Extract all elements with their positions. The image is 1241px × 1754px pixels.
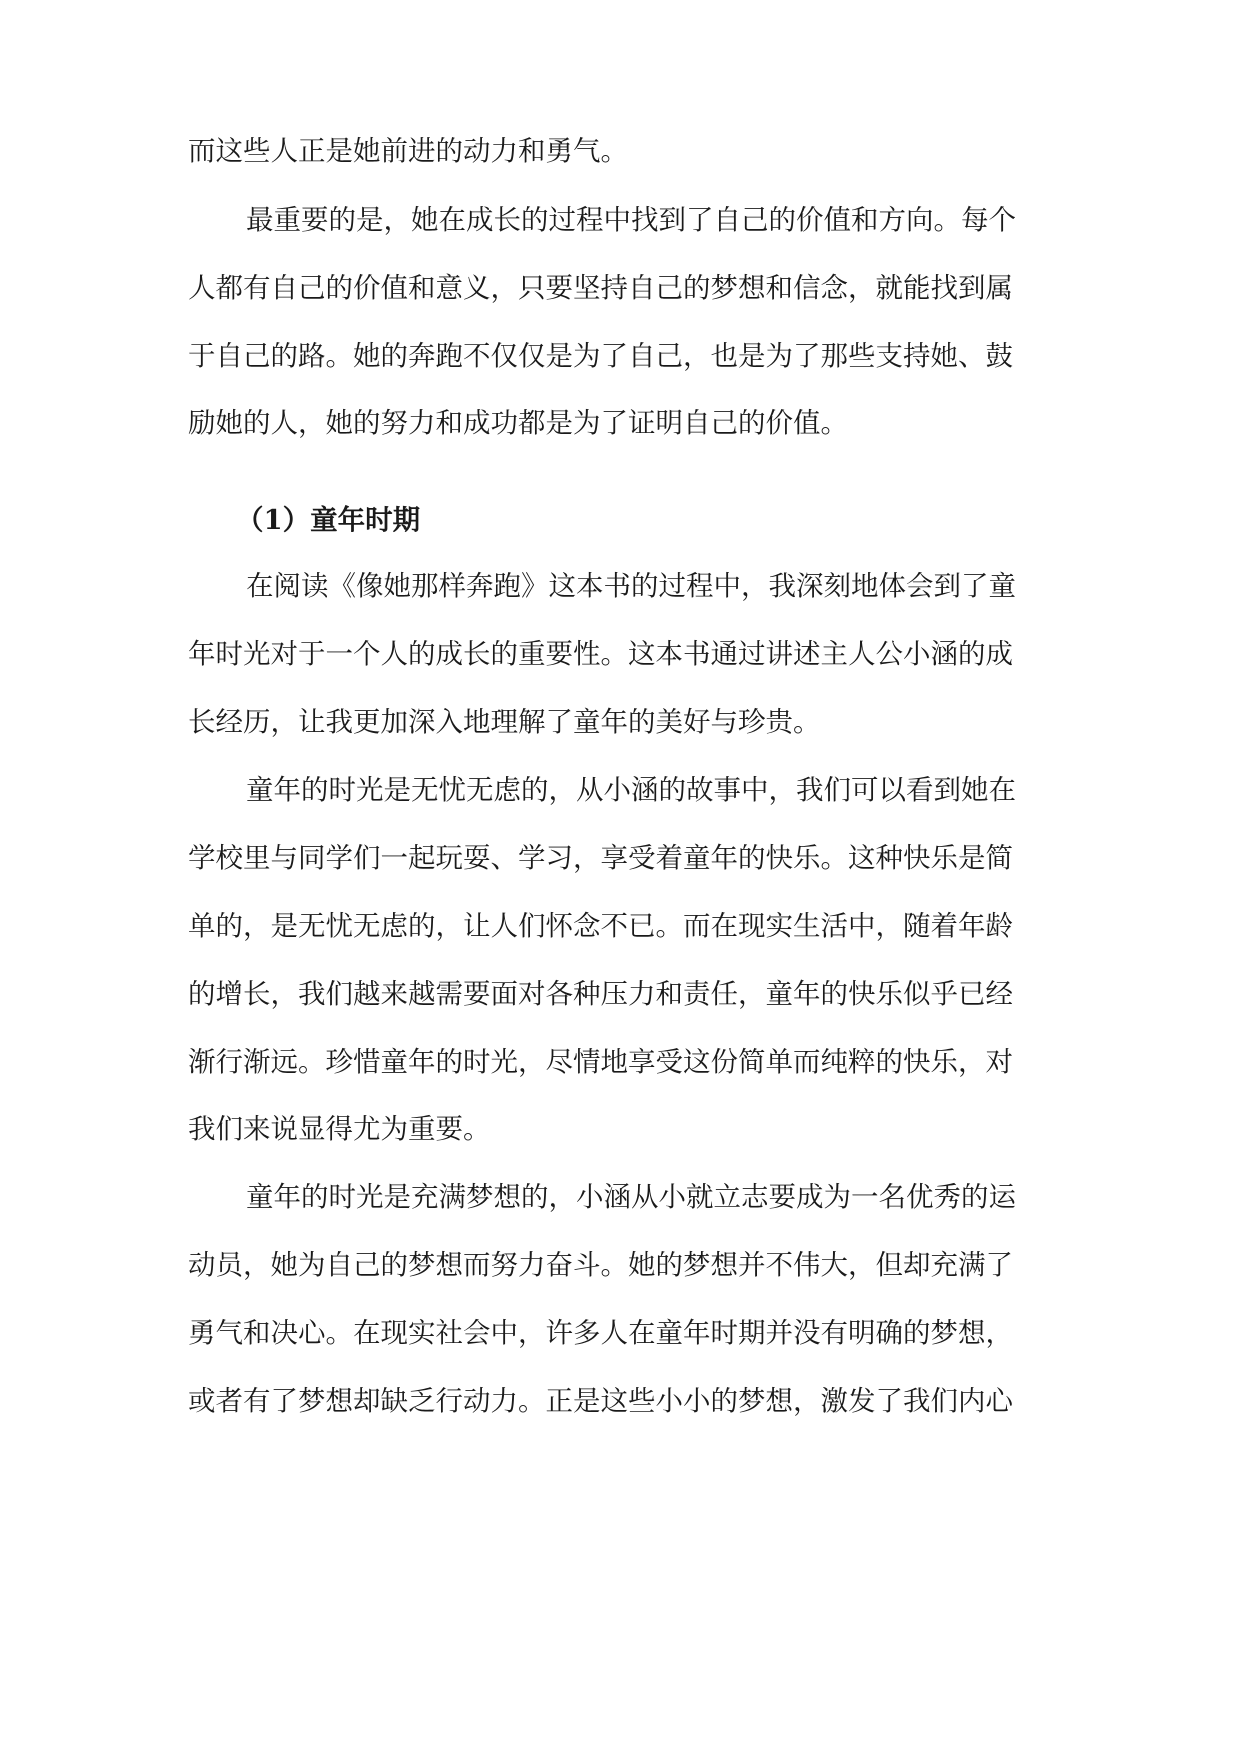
paragraph-line: 而这些人正是她前进的动力和勇气。	[188, 135, 628, 167]
paragraph-line: 人都有自己的价值和意义，只要坚持自己的梦想和信念，就能找到属	[188, 272, 1013, 304]
paragraph-line: 的增长，我们越来越需要面对各种压力和责任，童年的快乐似乎已经	[188, 978, 1013, 1010]
paragraph-line: 在阅读《像她那样奔跑》这本书的过程中，我深刻地体会到了童	[246, 570, 1016, 602]
paragraph-line: 学校里与同学们一起玩耍、学习，享受着童年的快乐。这种快乐是简	[188, 842, 1013, 874]
paragraph-line: 单的，是无忧无虑的，让人们怀念不已。而在现实生活中，随着年龄	[188, 910, 1013, 942]
paragraph-line: 励她的人，她的努力和成功都是为了证明自己的价值。	[188, 407, 848, 439]
paragraph-line: 渐行渐远。珍惜童年的时光，尽情地享受这份简单而纯粹的快乐，对	[188, 1046, 1013, 1078]
paragraph-line: 年时光对于一个人的成长的重要性。这本书通过讲述主人公小涵的成	[188, 638, 1013, 670]
paragraph-line: 童年的时光是无忧无虑的，从小涵的故事中，我们可以看到她在	[246, 774, 1016, 806]
paragraph-line: 我们来说显得尤为重要。	[188, 1113, 491, 1145]
paragraph-line: 于自己的路。她的奔跑不仅仅是为了自己，也是为了那些支持她、鼓	[188, 340, 1013, 372]
paragraph-line: 最重要的是，她在成长的过程中找到了自己的价值和方向。每个	[246, 204, 1016, 236]
paragraph-line: 或者有了梦想却缺乏行动力。正是这些小小的梦想，激发了我们内心	[188, 1385, 1013, 1417]
section-heading: （1）童年时期	[236, 504, 421, 536]
paragraph-line: 勇气和决心。在现实社会中，许多人在童年时期并没有明确的梦想，	[188, 1317, 1013, 1349]
paragraph-line: 童年的时光是充满梦想的，小涵从小就立志要成为一名优秀的运	[246, 1181, 1016, 1213]
paragraph-line: 动员，她为自己的梦想而努力奋斗。她的梦想并不伟大，但却充满了	[188, 1249, 1013, 1281]
paragraph-line: 长经历，让我更加深入地理解了童年的美好与珍贵。	[188, 706, 821, 738]
